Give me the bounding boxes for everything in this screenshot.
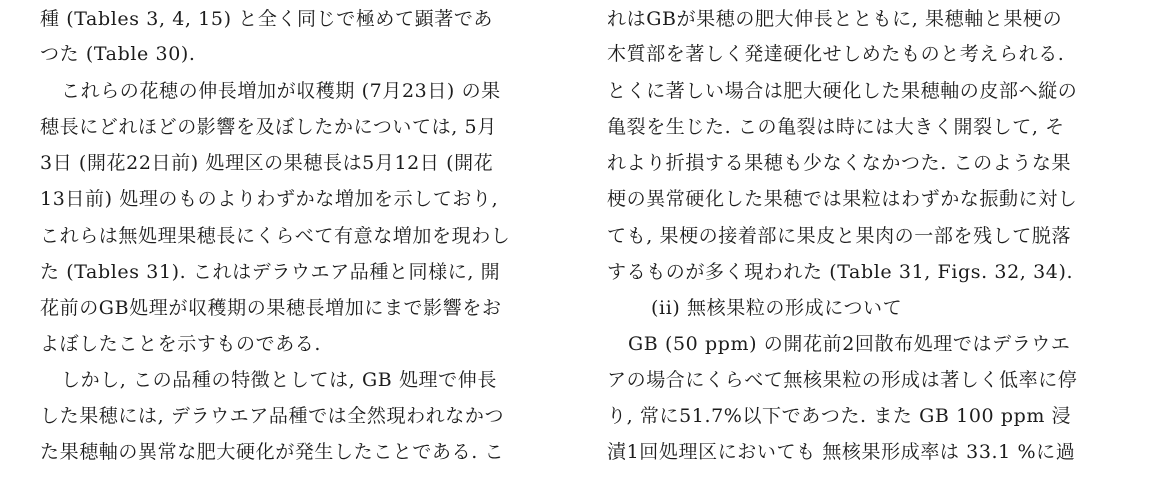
text-line: 花前のGB処理が収穫期の果穂長増加にまで影響をお (40, 297, 502, 319)
section-heading: (ii) 無核果粒の形成について (651, 297, 903, 319)
paragraph-start-line: これらの花穂の伸長増加が収穫期 (7月23日) の果 (61, 80, 501, 102)
text-line: 亀裂を生じた. この亀裂は時には大きく開裂して, そ (607, 116, 1065, 138)
text-line: よぼしたことを示すものである. (40, 333, 322, 355)
text-line: とくに著しい場合は肥大硬化した果穂軸の皮部へ縦の (607, 80, 1078, 102)
text-line: アの場合にくらべて無核果粒の形成は著しく低率に停 (607, 369, 1078, 391)
text-line: 種 (Tables 3, 4, 15) と全く同じで極めて顕著であ (40, 8, 494, 30)
paragraph-start-line: しかし, この品種の特徴としては, GB 処理で伸長 (61, 369, 497, 391)
text-line: 13日前) 処理のものよりわずかな増加を示しており, (40, 188, 499, 210)
text-line: た (Tables 31). これはデラウエア品種と同様に, 開 (40, 261, 501, 283)
text-line: れより折損する果穂も少なくなかつた. このような果 (607, 152, 1072, 174)
text-line: 木質部を著しく発達硬化せしめたものと考えられる. (607, 43, 1065, 65)
text-line: これらは無処理果穂長にくらべて有意な増加を現わし (40, 225, 511, 247)
text-line: つた (Table 30). (40, 43, 196, 65)
text-line: り, 常に51.7%以下であつた. また GB 100 ppm 浸 (607, 405, 1072, 427)
text-line: ても, 果梗の接着部に果皮と果肉の一部を残して脱落 (607, 225, 1072, 247)
text-line: 梗の異常硬化した果穂では果粒はわずかな振動に対し (607, 188, 1078, 210)
text-line: れはGBが果穂の肥大伸長とともに, 果穂軸と果梗の (607, 8, 1063, 30)
text-line: 3日 (開花22日前) 処理区の果穂長は5月12日 (開花 (40, 152, 494, 174)
text-line: 穂長にどれほどの影響を及ぼしたかについては, 5月 (40, 116, 497, 138)
text-line: 漬1回処理区においても 無核果形成率は 33.1 %に過 (607, 441, 1076, 463)
text-line: するものが多く現われた (Table 31, Figs. 32, 34). (607, 261, 1074, 283)
paragraph-start-line: GB (50 ppm) の開花前2回散布処理ではデラウエ (628, 333, 1071, 355)
text-line: した果穂には, デラウエア品種では全然現われなかつ (40, 405, 505, 427)
text-line: た果穂軸の異常な肥大硬化が発生したことである. こ (40, 441, 505, 463)
